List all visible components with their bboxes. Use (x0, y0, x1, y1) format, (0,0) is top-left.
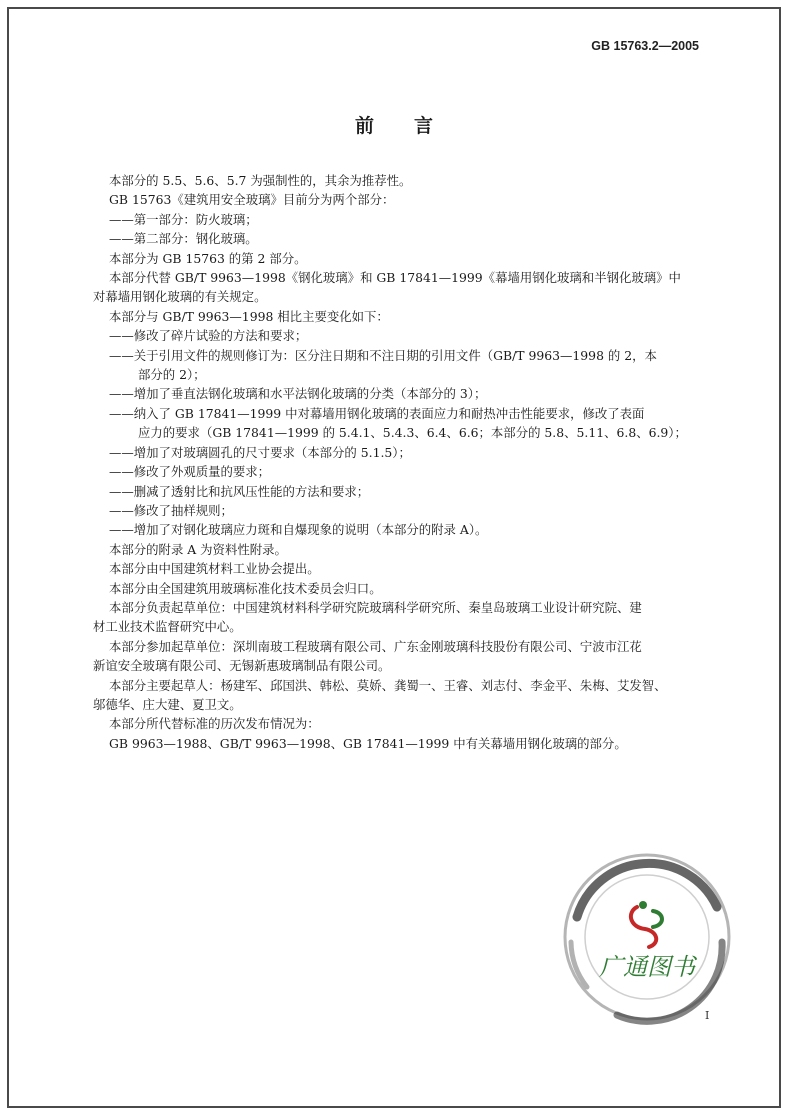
document-body (93, 171, 721, 753)
seal-text: 广通图书 (599, 953, 695, 981)
paragraph-line: ——修改了碎片试验的方法和要求； (109, 328, 308, 344)
paragraph-line: 本部分由全国建筑用玻璃标准化技术委员会归口。 (109, 580, 382, 596)
paragraph-line: ——关于引用文件的规则修订为：区分注日期和不注日期的引用文件（GB/T 9963—1998 的 2，本 (109, 347, 657, 363)
paragraph-line: ——纳入了 GB 17841—1999 中对幕墙用钢化玻璃的表面应力和耐热冲击性能要求，修改了表面 (109, 405, 645, 421)
paragraph-line: GB 9963—1988、GB/T 9963—1998、GB 17841—1999 中有关幕墙用钢化玻璃的部分。 (109, 735, 627, 751)
seal-emblem-icon (631, 901, 662, 947)
paragraph-line: 部分的 2）； (138, 367, 206, 383)
paragraph-line: ——增加了对钢化玻璃应力斑和自爆现象的说明（本部分的附录 A）。 (109, 522, 488, 538)
paragraph-line: 应力的要求（GB 17841—1999 的 5.4.1、5.4.3、6.4、6.6；本部分的 5.8、5.11、6.8、6.9）； (138, 425, 687, 441)
paragraph-line: 本部分与 GB/T 9963—1998 相比主要变化如下： (109, 308, 389, 324)
page-frame (7, 7, 781, 1108)
paragraph-line: 本部分代替 GB/T 9963—1998《钢化玻璃》和 GB 17841—1999《幕墙用钢化玻璃和半钢化玻璃》中 (109, 270, 681, 286)
paragraph-line: 本部分主要起草人：杨建军、邱国洪、韩松、莫娇、龚蜀一、王睿、刘志付、李金平、朱梅、艾发智、 (109, 677, 667, 693)
paragraph-line: 对幕墙用钢化玻璃的有关规定。 (93, 289, 267, 305)
paragraph-line: 本部分所代替标准的历次发布情况为： (109, 716, 320, 732)
paragraph-line: 本部分由中国建筑材料工业协会提出。 (109, 561, 320, 577)
paragraph-line: ——第二部分：钢化玻璃。 (109, 231, 258, 247)
paragraph-line: GB 15763《建筑用安全玻璃》目前分为两个部分： (109, 192, 395, 208)
library-seal-logo (557, 847, 737, 1027)
standard-number: GB 15763.2—2005 (591, 39, 699, 53)
paragraph-line: ——删减了透射比和抗风压性能的方法和要求； (109, 483, 370, 499)
paragraph-line: ——修改了抽样规则； (109, 502, 233, 518)
page-title: 前言 (354, 115, 473, 137)
paragraph-line: 本部分的附录 A 为资料性附录。 (109, 541, 287, 557)
paragraph-line: ——第一部分：防火玻璃； (109, 211, 258, 227)
paragraph-line: 新谊安全玻璃有限公司、无锡新惠玻璃制品有限公司。 (93, 658, 391, 674)
paragraph-line: 本部分为 GB 15763 的第 2 部分。 (109, 250, 307, 266)
paragraph-line: 本部分负责起草单位：中国建筑材料科学研究院玻璃科学研究所、秦皇岛玻璃工业设计研究院、建 (109, 599, 642, 615)
paragraph-line: 材工业技术监督研究中心。 (93, 619, 242, 635)
paragraph-line: ——增加了对玻璃圆孔的尺寸要求（本部分的 5.1.5）； (109, 444, 411, 460)
paragraph-line: 邬德华、庄大建、夏卫文。 (93, 696, 242, 712)
paragraph-line: 本部分的 5.5、5.6、5.7 为强制性的，其余为推荐性。 (109, 173, 412, 188)
page-number: I (705, 1009, 710, 1022)
paragraph-line: ——增加了垂直法钢化玻璃和水平法钢化玻璃的分类（本部分的 3）； (109, 386, 487, 402)
paragraph-line: 本部分参加起草单位：深圳南玻工程玻璃有限公司、广东金刚玻璃科技股份有限公司、宁波市江花 (109, 638, 642, 654)
paragraph-line: ——修改了外观质量的要求； (109, 464, 271, 480)
